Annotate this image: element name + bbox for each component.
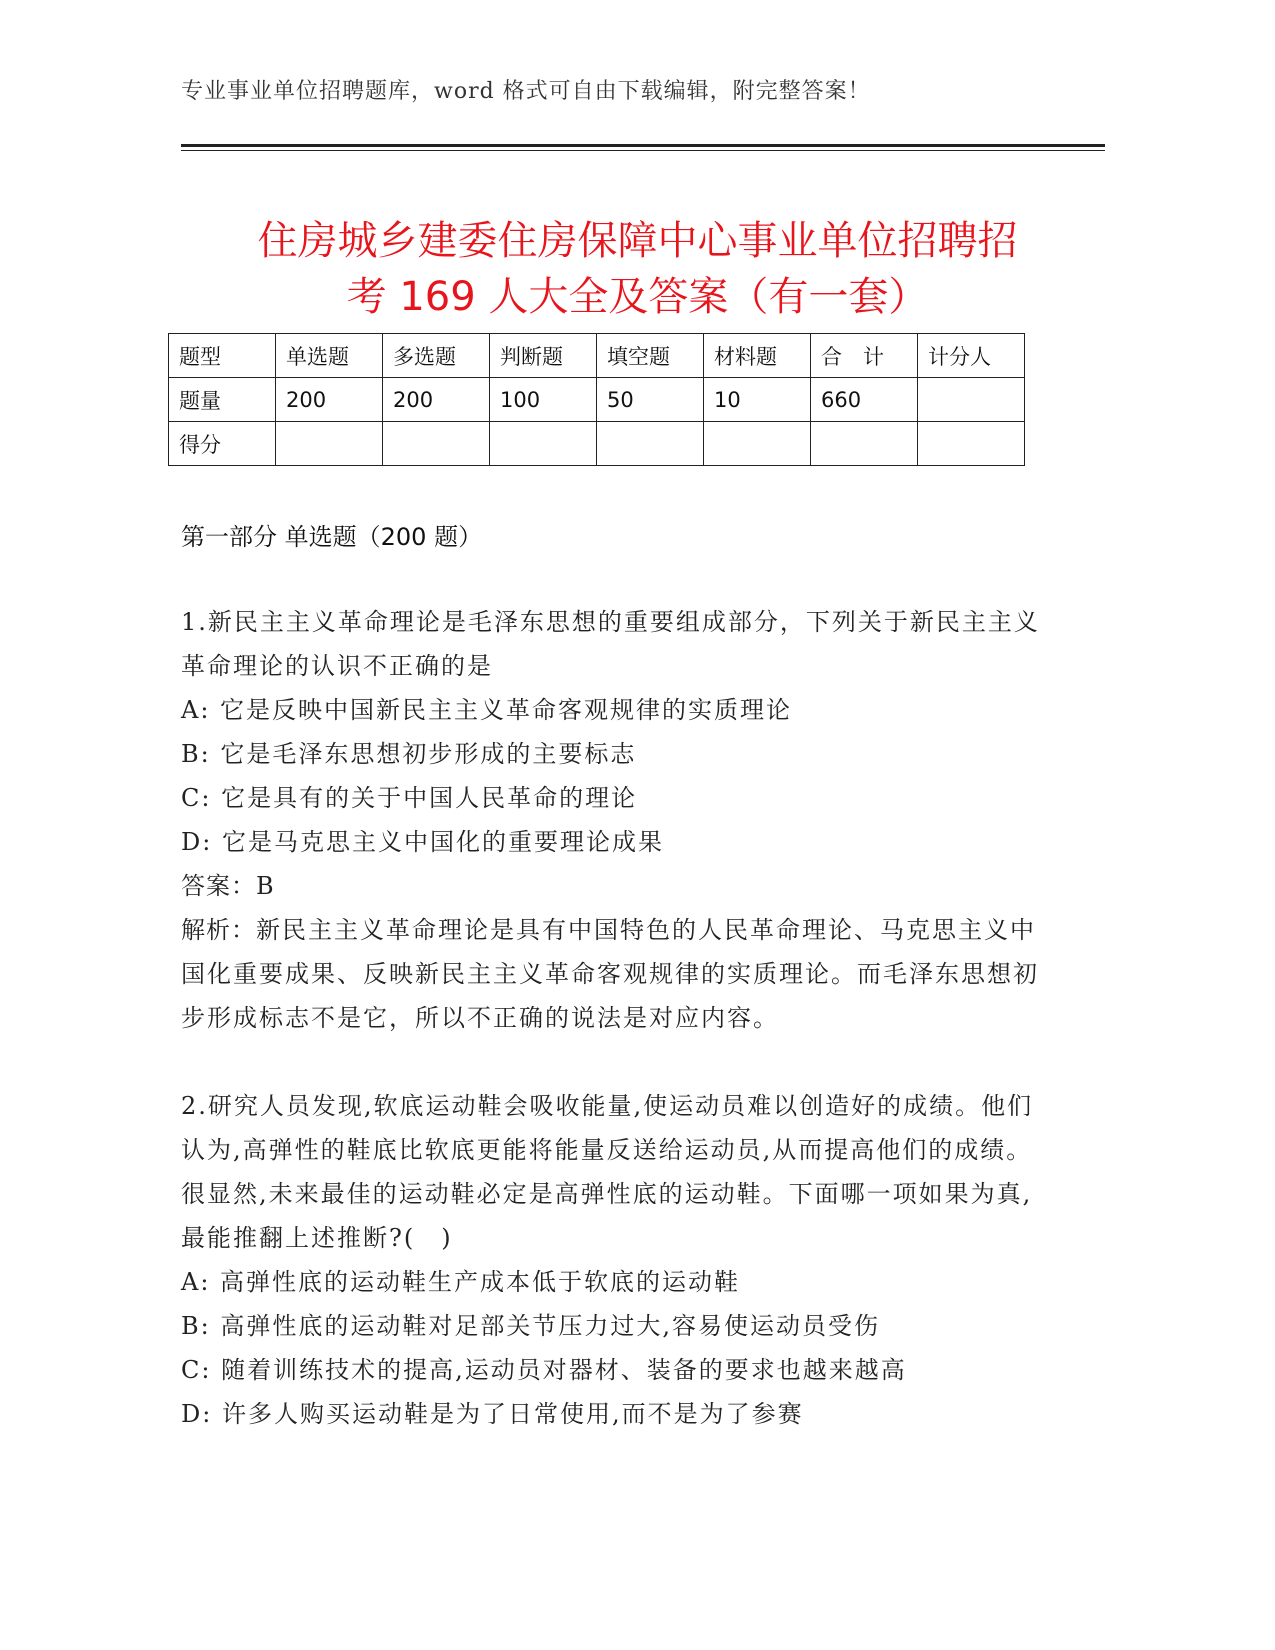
option-a: A: 高弹性底的运动鞋生产成本低于软底的运动鞋 [181, 1268, 741, 1296]
title-line-2: 考 169 人大全及答案（有一套） [346, 273, 929, 320]
table-cell [490, 422, 597, 466]
score-table [168, 333, 1025, 466]
header-rule-thick [181, 144, 1105, 147]
analysis-label: 解析： [181, 916, 256, 944]
table-cell [918, 422, 1025, 466]
table-cell [383, 422, 490, 466]
table-cell: 50 [597, 378, 704, 422]
table-cell: 多选题 [383, 334, 490, 378]
table-cell: 660 [811, 378, 918, 422]
section-heading: 第一部分 单选题（200 题） [181, 523, 483, 551]
table-cell: 200 [276, 378, 383, 422]
question-stem: 1.新民主主义革命理论是毛泽东思想的重要组成部分，下列关于新民主主义革命理论的认识不正确的是 [181, 608, 1040, 680]
option-d: D: 它是马克思主义中国化的重要理论成果 [181, 828, 664, 856]
table-row-count [169, 378, 1025, 422]
question-list [181, 600, 1041, 1480]
analysis-paragraph [181, 908, 1041, 1040]
document-title [150, 213, 1125, 325]
table-cell [918, 378, 1025, 422]
option-a: A: 它是反映中国新民主主义革命客观规律的实质理论 [181, 696, 793, 724]
question-1 [181, 600, 1041, 1040]
table-cell: 200 [383, 378, 490, 422]
table-cell: 题型 [169, 334, 276, 378]
question-2 [181, 1084, 1041, 1436]
question-stem: 2.研究人员发现,软底运动鞋会吸收能量,使运动员难以创造好的成绩。他们认为,高弹性的鞋底比软底更能将能量反送给运动员,从而提高他们的成绩。很显然,未来最佳的运动鞋必定是高弹性底的运动鞋。下面哪一项如果为真,最能推翻上述推断?( ) [181, 1092, 1034, 1252]
option-b: B: 它是毛泽东思想初步形成的主要标志 [181, 740, 637, 768]
table-cell: 材料题 [704, 334, 811, 378]
table-cell: 题量 [169, 378, 276, 422]
table-cell [811, 422, 918, 466]
page-header: 专业事业单位招聘题库，word 格式可自由下载编辑，附完整答案！ [181, 79, 871, 104]
table-row-header [169, 334, 1025, 378]
option-d: D: 许多人购买运动鞋是为了日常使用,而不是为了参赛 [181, 1400, 804, 1428]
analysis-text: 新民主主义革命理论是具有中国特色的人民革命理论、马克思主义中国化重要成果、反映新民主主义革命客观规律的实质理论。而毛泽东思想初步形成标志不是它，所以不正确的说法是对应内容。 [181, 916, 1039, 1032]
table-row-score [169, 422, 1025, 466]
table-cell: 填空题 [597, 334, 704, 378]
table-cell [276, 422, 383, 466]
answer-line [181, 864, 1041, 908]
answer-value: B [256, 872, 276, 900]
table-cell: 合 计 [811, 334, 918, 378]
option-c: C: 随着训练技术的提高,运动员对器材、装备的要求也越来越高 [181, 1356, 907, 1384]
header-rule-thin [181, 150, 1105, 151]
table-cell: 判断题 [490, 334, 597, 378]
table-cell: 单选题 [276, 334, 383, 378]
answer-label: 答案： [181, 872, 256, 900]
table-cell [597, 422, 704, 466]
table-cell: 100 [490, 378, 597, 422]
option-b: B: 高弹性底的运动鞋对足部关节压力过大,容易使运动员受伤 [181, 1312, 880, 1340]
title-line-1: 住房城乡建委住房保障中心事业单位招聘招 [257, 217, 1018, 264]
option-c: C: 它是具有的关于中国人民革命的理论 [181, 784, 638, 812]
table-cell: 计分人 [918, 334, 1025, 378]
table-cell [704, 422, 811, 466]
table-cell: 得分 [169, 422, 276, 466]
table-cell: 10 [704, 378, 811, 422]
